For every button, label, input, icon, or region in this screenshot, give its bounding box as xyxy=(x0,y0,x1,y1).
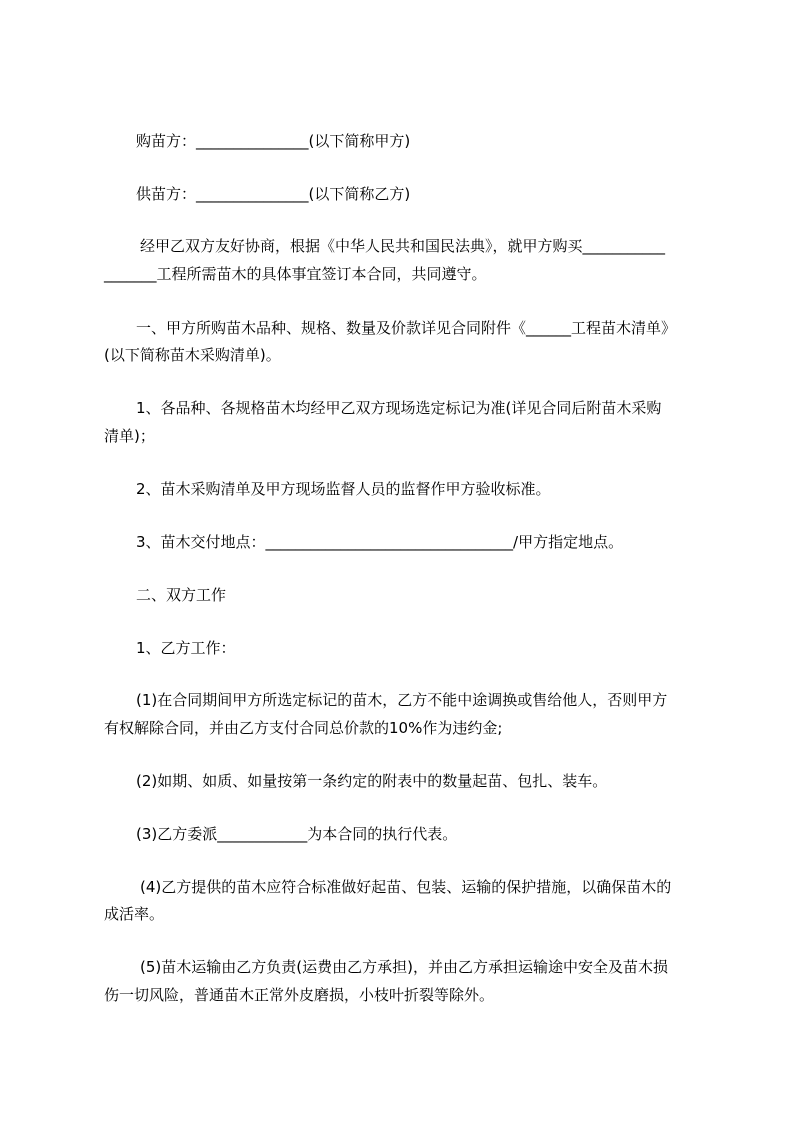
supplier-blank: _______________ xyxy=(196,185,309,203)
section1-item2: 2、苗木采购清单及甲方现场监督人员的监督作甲方验收标准。 xyxy=(136,480,551,498)
preamble-line-2: _______工程所需苗木的具体事宜签订本合同，共同遵守。 xyxy=(104,265,487,283)
supplier-label: 供苗方： xyxy=(136,185,197,203)
buyer-label: 购苗方： xyxy=(136,132,197,150)
section2-p4-line-1: (4)乙方提供的苗木应符合标准做好起苗、包装、运输的保护措施，以确保苗木的 xyxy=(140,878,672,896)
section2-p2: (2)如期、如质、如量按第一条约定的附表中的数量起苗、包扎、装车。 xyxy=(136,772,608,790)
supplier-line xyxy=(136,184,410,204)
preamble-line-1: 经甲乙双方友好协商，根据《中华人民共和国民法典》，就甲方购买___________ xyxy=(140,237,666,255)
section2-p4-line-2: 成活率。 xyxy=(104,905,165,923)
section2-title: 二、双方工作 xyxy=(136,586,227,604)
section2-p1-line-2: 有权解除合同，并由乙方支付合同总价款的10%作为违约金; xyxy=(104,719,503,737)
buyer-suffix: (以下简称甲方) xyxy=(308,132,411,150)
section1-title-line-1: 一、甲方所购苗木品种、规格、数量及价款详见合同附件《______工程苗木清单》 xyxy=(136,319,677,337)
section1-title-line-2: (以下简称苗木采购清单)。 xyxy=(104,346,281,364)
buyer-line xyxy=(136,131,410,151)
section2-p1-line-1: (1)在合同期间甲方所选定标记的苗木，乙方不能中途调换或售给他人，否则甲方 xyxy=(136,691,668,709)
supplier-suffix: (以下简称乙方) xyxy=(308,185,411,203)
section1-item3: 3、苗木交付地点：_________________________________/甲方指定地点。 xyxy=(136,533,624,551)
section1-item1-line-2: 清单)； xyxy=(104,427,155,445)
section2-sub1: 1、乙方工作： xyxy=(136,639,236,657)
buyer-blank: _______________ xyxy=(196,132,309,150)
section1-item1-line-1: 1、各品种、各规格苗木均经甲乙双方现场选定标记为准(详见合同后附苗木采购 xyxy=(136,399,662,417)
section2-p3: (3)乙方委派____________为本合同的执行代表。 xyxy=(136,825,458,843)
section2-p5-line-2: 伤一切风险，普通苗木正常外皮磨损，小枝叶折裂等除外。 xyxy=(104,986,495,1004)
section2-p5-line-1: (5)苗木运输由乙方负责(运费由乙方承担)，并由乙方承担运输途中安全及苗木损 xyxy=(140,958,668,976)
